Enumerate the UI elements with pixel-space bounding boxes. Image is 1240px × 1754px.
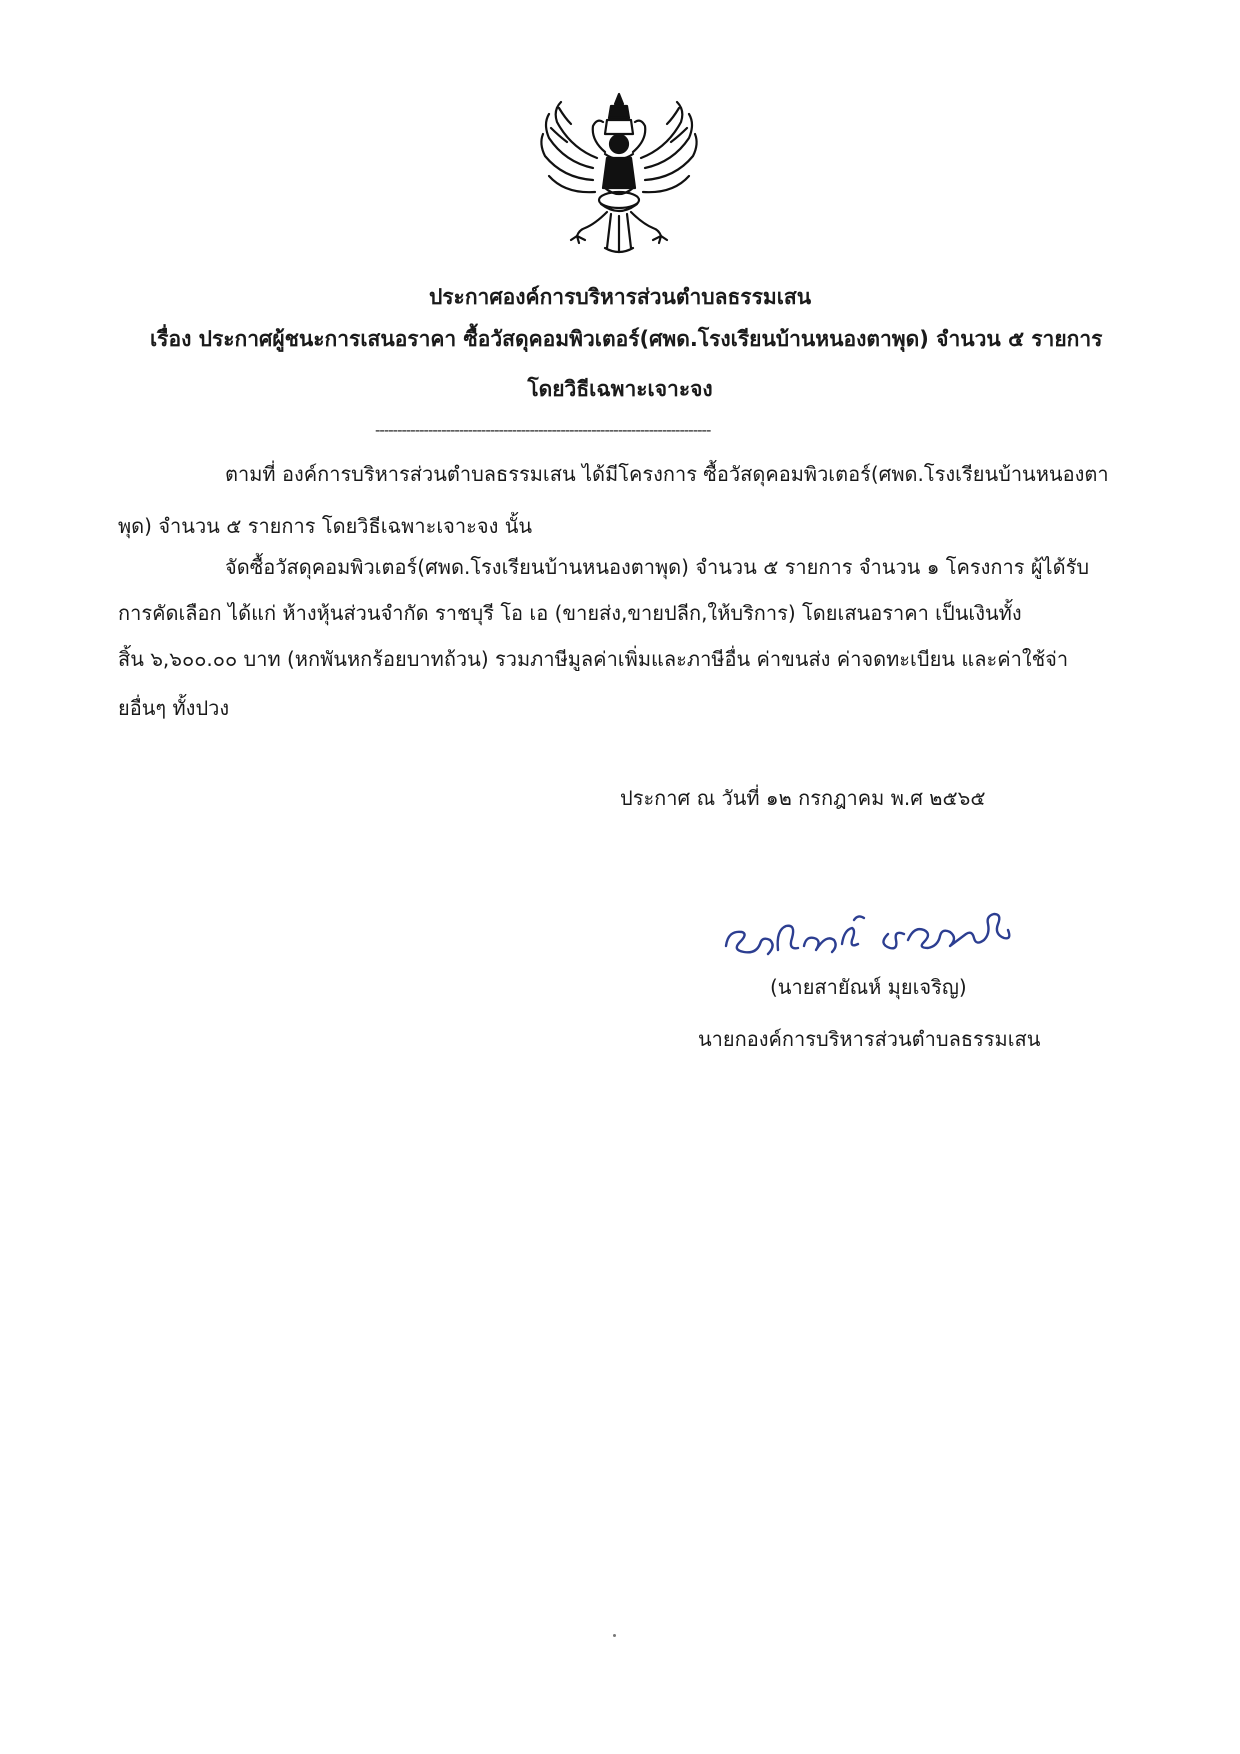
- handwritten-signature: [718, 900, 1018, 970]
- scan-speck: [613, 1634, 616, 1637]
- separator-line: ----------------------------------------------------------------------------: [375, 421, 711, 439]
- announcement-date: ประกาศ ณ วันที่ ๑๒ กรกฎาคม พ.ศ ๒๕๖๕: [620, 786, 986, 810]
- announcement-method: โดยวิธีเฉพาะเจาะจง: [527, 377, 713, 401]
- signer-position: นายกองค์การบริหารส่วนตำบลธรรมเสน: [698, 1027, 1041, 1051]
- paragraph-1-line-2: พุด) จำนวน ๕ รายการ โดยวิธีเฉพาะเจาะจง นั้น: [118, 514, 533, 538]
- paragraph-1-line-1: ตามที่ องค์การบริหารส่วนตำบลธรรมเสน ได้มีโครงการ ซื้อวัสดุคอมพิวเตอร์(ศพด.โรงเรียนบ้านหนองตา: [225, 462, 1109, 486]
- paragraph-2-line-2: การคัดเลือก ได้แก่ ห้างหุ้นส่วนจำกัด ราชบุรี โอ เอ (ขายส่ง,ขายปลีก,ให้บริการ) โดยเสนอราคา เป็นเงินทั้ง: [118, 601, 1022, 625]
- paragraph-2-line-1: จัดซื้อวัสดุคอมพิวเตอร์(ศพด.โรงเรียนบ้านหนองตาพุด) จำนวน ๕ รายการ จำนวน ๑ โครงการ ผู้ได้รับ: [225, 555, 1090, 579]
- signer-name: (นายสายัณห์ มุยเจริญ): [770, 975, 967, 999]
- announcement-subject: เรื่อง ประกาศผู้ชนะการเสนอราคา ซื้อวัสดุคอมพิวเตอร์(ศพด.โรงเรียนบ้านหนองตาพุด) จำนวน ๕ รายการ: [150, 327, 1103, 351]
- paragraph-2-line-4: ยอื่นๆ ทั้งปวง: [118, 696, 230, 720]
- garuda-emblem-icon: [535, 88, 703, 258]
- paragraph-2-line-3: สิ้น ๖,๖๐๐.๐๐ บาท (หกพันหกร้อยบาทถ้วน) รวมภาษีมูลค่าเพิ่มและภาษีอื่น ค่าขนส่ง ค่าจดทะเบียน และค่าใช้จ่า: [118, 647, 1069, 671]
- announcement-heading: ประกาศองค์การบริหารส่วนตำบลธรรมเสน: [428, 285, 812, 309]
